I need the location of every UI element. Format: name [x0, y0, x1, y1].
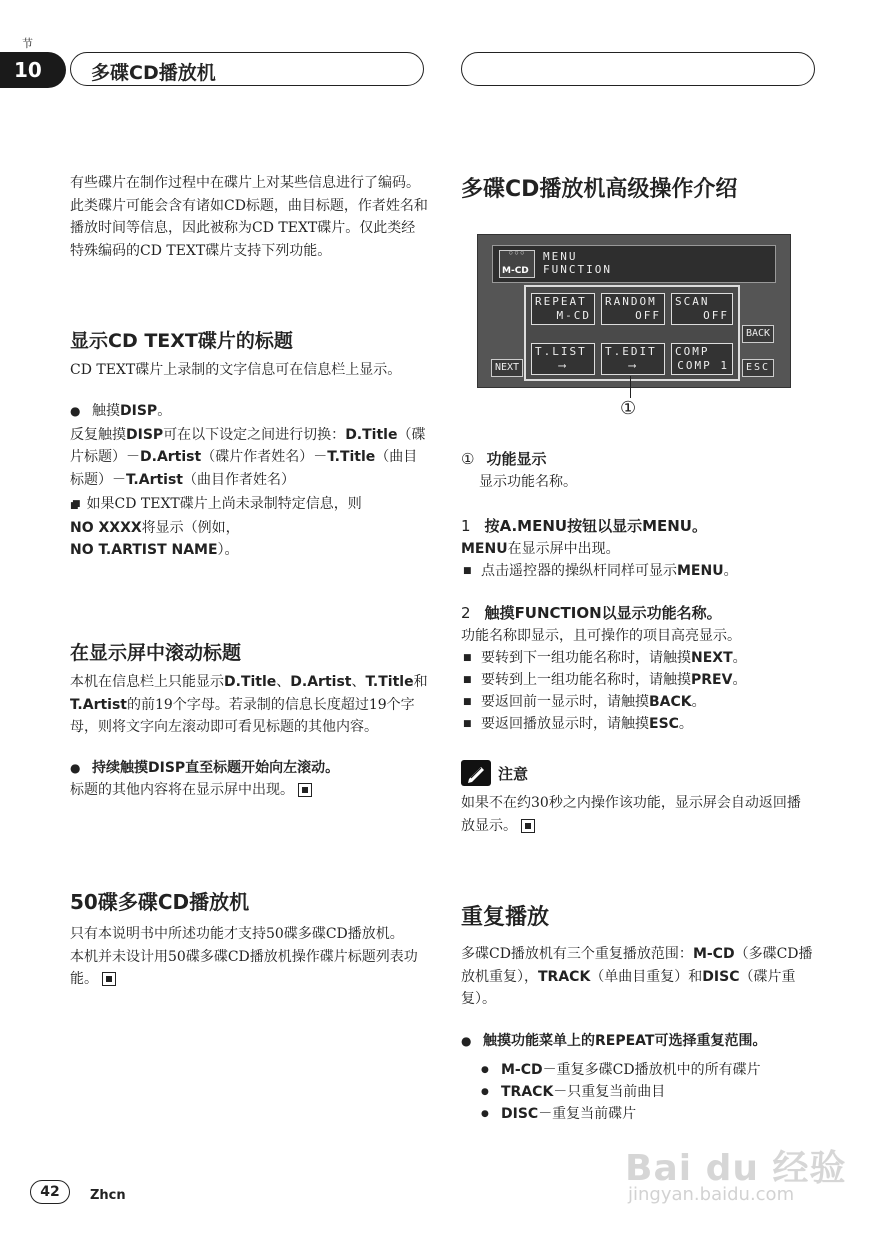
step-1-note: ■ 点击遥控器的操纵杆同样可显示MENU。: [461, 560, 813, 582]
step-1-heading: 1 按A.MENU按钮以显示MENU。: [461, 517, 708, 535]
step-1-text: MENU在显示屏中出现。: [461, 540, 620, 557]
step-2-note: ■ 要转到上一组功能名称时，请触摸PREV。: [461, 669, 813, 691]
cd-text-paragraph: CD TEXT碟片上录制的文字信息可在信息栏上显示。: [70, 362, 402, 378]
back-button[interactable]: BACK: [742, 325, 774, 343]
50-disc-paragraph-1: 只有本说明书中所述功能才支持50碟多碟CD播放机。: [70, 926, 404, 942]
step-touch-disp: ● 触摸DISP。: [70, 400, 428, 422]
section-number: 10: [14, 58, 42, 82]
disp-switch-description: 反复触摸DISP可在以下设定之间进行切换：D.Title（碟片标题）－D.Artist（碟片作者姓名）－T.Title（曲目标题）－T.Artist（曲目作者姓名）: [70, 426, 426, 488]
baidu-watermark-url: jingyan.baidu.com: [628, 1184, 795, 1205]
callout-leader-line: [630, 376, 631, 398]
intro-paragraph: 有些碟片在制作过程中在碟片上对某些信息进行了编码。此类碟片可能会含有诸如CD标题，曲目标题，作者姓名和播放时间等信息，因此被称为CD TEXT碟片。仅此类经特殊编码的CD TEXT碟片支持下列功能。: [70, 175, 428, 259]
scan-button[interactable]: SCAN OFF: [671, 293, 733, 325]
step-2-note: ■ 要转到下一组功能名称时，请触摸NEXT。: [461, 647, 813, 669]
step-hold-disp: ● 持续触摸DISP直至标题开始向左滚动。: [70, 757, 428, 779]
chapter-title-box: [70, 52, 424, 86]
repeat-play-heading: 重复播放: [461, 905, 550, 930]
note-text: 如果不在约30秒之内操作该功能，显示屏会自动返回播放显示。: [461, 795, 801, 834]
scroll-title-paragraph: 本机在信息栏上只能显示D.Title、D.Artist、T.Title和T.Artist的前19个字母。若录制的信息长度超过19个字母，则将文字向左滚动即可看见标题的其他内容。: [70, 674, 428, 735]
note-title: 注意: [498, 765, 529, 783]
repeat-option: ● TRACK－只重复当前曲目: [461, 1081, 813, 1103]
end-mark-icon: [521, 819, 535, 833]
end-mark-icon: [102, 972, 116, 986]
step-2-note: ■ 要返回前一显示时，请触摸BACK。: [461, 691, 813, 713]
chapter-title: 多碟CD播放机: [91, 62, 216, 84]
50-disc-paragraph-2: 本机并未设计用50碟多碟CD播放机操作碟片标题列表功能。: [70, 948, 418, 987]
repeat-step: ● 触摸功能菜单上的REPEAT可选择重复范围。: [461, 1029, 813, 1053]
random-button[interactable]: RANDOM OFF: [601, 293, 665, 325]
header-empty-box: [461, 52, 815, 86]
track-edit-button[interactable]: T.EDIT ⟶: [601, 343, 665, 375]
legend-item: ① 功能显示: [461, 450, 547, 468]
language-code: Zhcn: [90, 1188, 126, 1203]
step-2-note: ■ 要返回播放显示时，请触摸ESC。: [461, 713, 813, 735]
screen-header-bar: [492, 245, 776, 283]
scroll-result-text: 标题的其他内容将在显示屏中出现。: [70, 779, 428, 802]
comp-button[interactable]: COMP COMP 1: [671, 343, 733, 375]
end-mark-icon: [298, 783, 312, 797]
page-number-badge: [30, 1180, 70, 1204]
advanced-operation-heading: 多碟CD播放机高级操作介绍: [461, 177, 738, 202]
step-2-text: 功能名称即显示，且可操作的项目高亮显示。: [461, 627, 741, 644]
menu-screen-illustration: [477, 234, 791, 388]
mcd-logo: ◦◦◦ M-CD: [499, 250, 535, 278]
section-heading-scroll-title: 在显示屏中滚动标题: [70, 642, 242, 664]
no-info-note: ■ ■ 如果CD TEXT碟片上尚未录制特定信息，则 NO XXXX将显示（例如， NO T.ARTIST NAME）。: [70, 493, 428, 561]
callout-marker: ①: [620, 398, 637, 419]
section-label: 节: [22, 37, 33, 50]
step-2-heading: 2 触摸FUNCTION以显示功能名称。: [461, 604, 722, 622]
screen-menu-label: MENU FUNCTION: [543, 250, 612, 276]
repeat-option: ● DISC－重复当前碟片: [461, 1103, 813, 1125]
section-heading-50-disc: 50碟多碟CD播放机: [70, 890, 250, 914]
page-number: 42: [40, 1184, 60, 1200]
esc-button[interactable]: ESC: [742, 359, 774, 377]
repeat-play-paragraph: 多碟CD播放机有三个重复播放范围：M-CD（多碟CD播放机重复），TRACK（单曲目重复）和DISC（碟片重复）。: [461, 946, 813, 1007]
section-number-badge: [0, 52, 66, 88]
section-heading-cd-text: 显示CD TEXT碟片的标题: [70, 330, 293, 352]
repeat-button[interactable]: REPEAT M-CD: [531, 293, 595, 325]
note-icon: [461, 760, 491, 786]
baidu-watermark-logo: Bai du 经验: [625, 1148, 847, 1189]
track-list-button[interactable]: T.LIST ⟶: [531, 343, 595, 375]
next-button[interactable]: NEXT: [491, 359, 523, 377]
legend-description: 显示功能名称。: [479, 473, 577, 490]
repeat-option: ● M-CD－重复多碟CD播放机中的所有碟片: [461, 1059, 813, 1081]
